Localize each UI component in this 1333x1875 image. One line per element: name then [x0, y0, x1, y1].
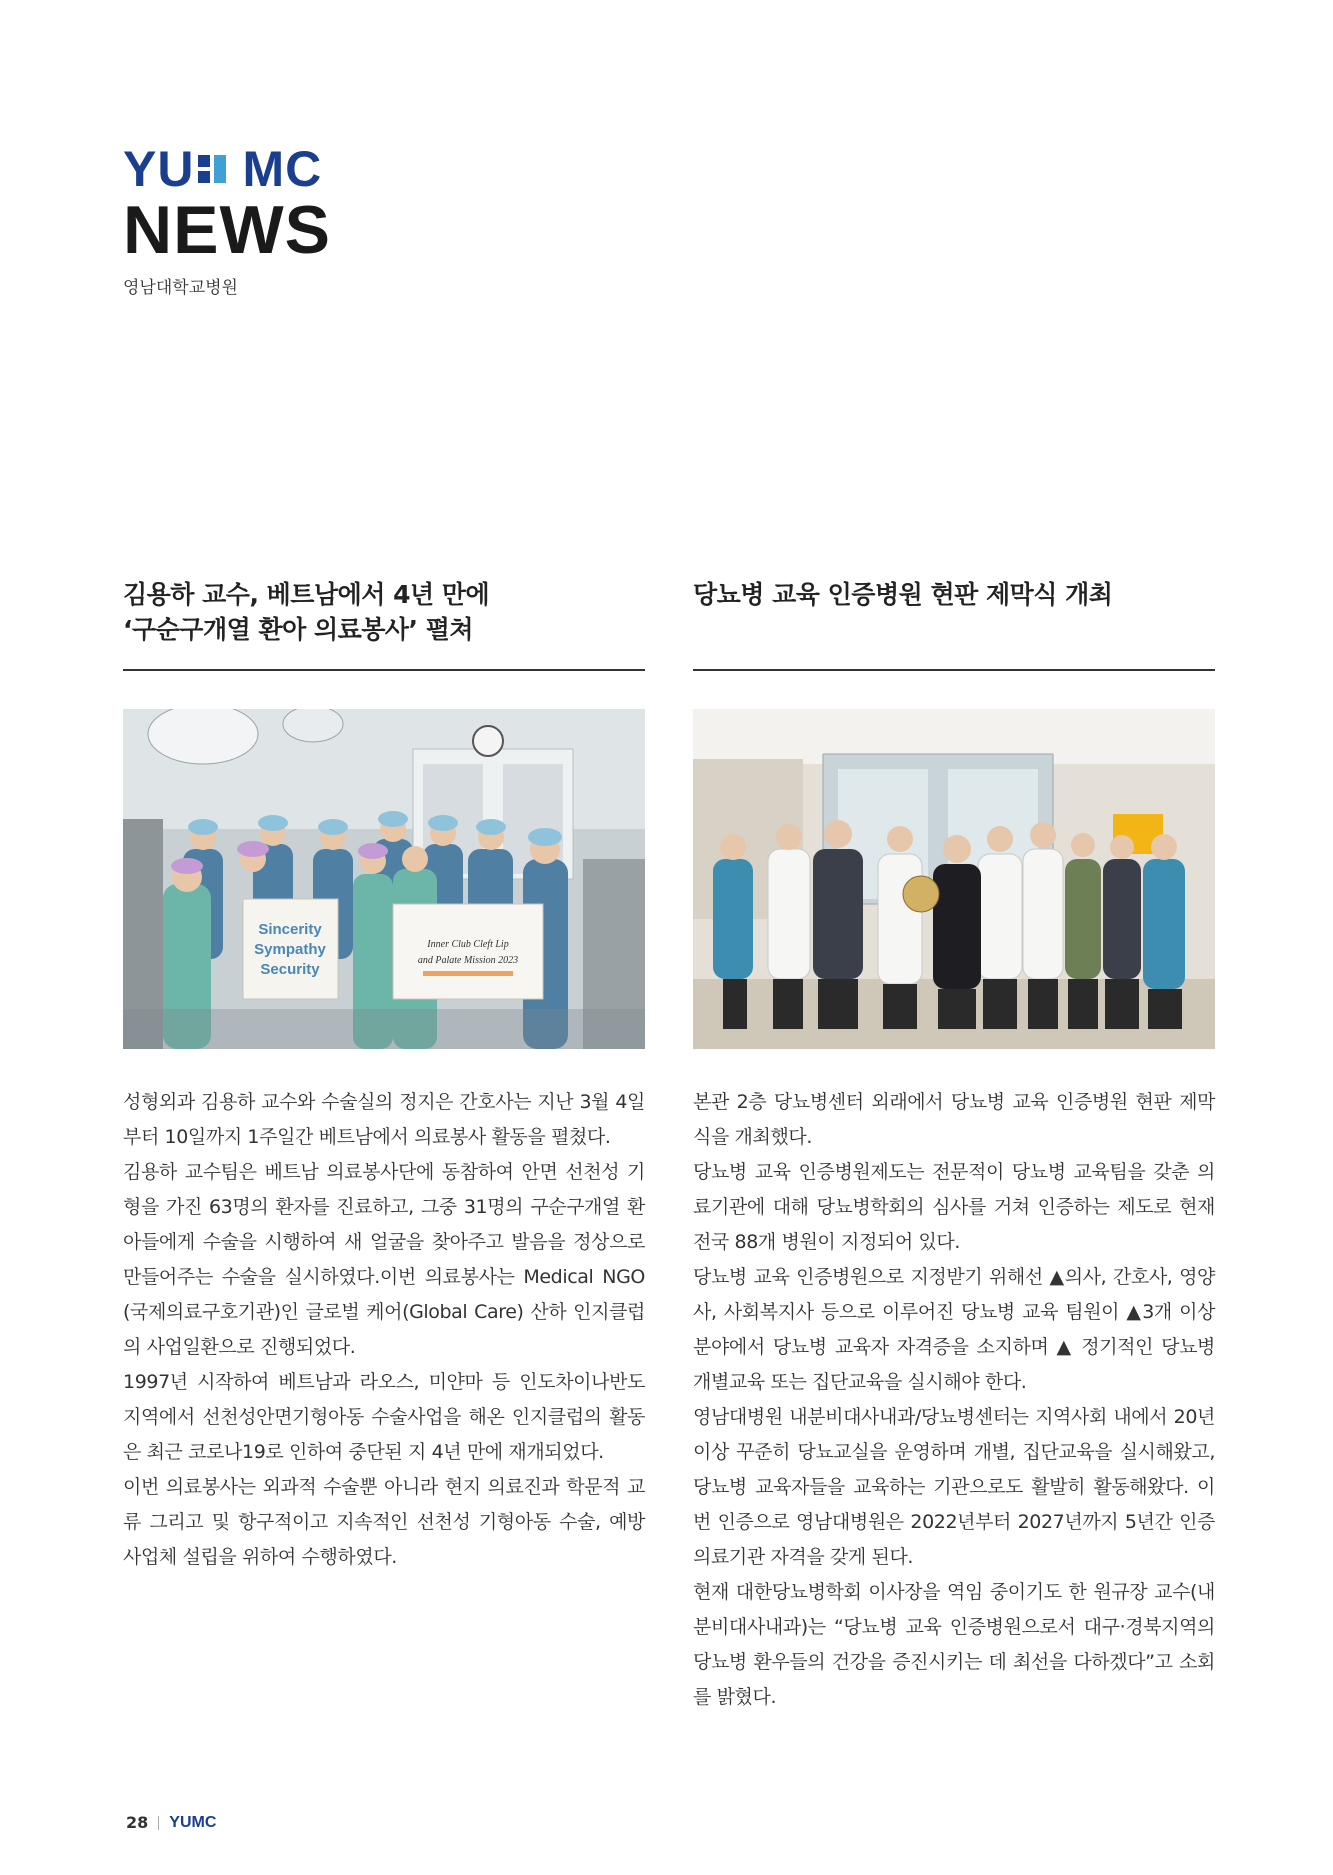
divider: [693, 669, 1215, 671]
yumc-logo: [123, 141, 331, 197]
paragraph: 현재 대한당뇨병학회 이사장을 역임 중이기도 한 원규장 교수(내분비대사내과)는 “당뇨병 교육 인증병원으로서 대구·경북지역의 당뇨병 환우들의 건강을 증진시키는 데 최선을 다하겠다”고 소회를 밝혔다.: [693, 1581, 1215, 1708]
article-diabetes: [693, 577, 1215, 1715]
banner-right-line2: and Palate Mission 2023: [417, 955, 519, 966]
article-volunteer: [123, 577, 645, 1575]
divider: [123, 669, 645, 671]
page-footer: [126, 1813, 216, 1832]
article-body: [123, 1085, 645, 1575]
banner-left-line3: Security: [260, 961, 320, 978]
footer-separator: [158, 1816, 159, 1830]
logo-mark-icon: [198, 149, 238, 189]
article-title-line2: ‘구순구개열 환아 의료봉사’ 펼쳐: [123, 615, 474, 644]
masthead: [123, 141, 331, 298]
article-body: [693, 1085, 1215, 1715]
paragraph: 당뇨병 교육 인증병원으로 지정받기 위해선 ▲의사, 간호사, 영양사, 사회복지사 등으로 이루어진 당뇨병 교육 팀원이 ▲3개 이상 분야에서 당뇨병 교육자 자격증을 소지하며 ▲ 정기적인 당뇨병 개별교육 또는 집단교육을 실시해야 한다.: [693, 1266, 1215, 1393]
paragraph: 이번 의료봉사는 외과적 수술뿐 아니라 현지 의료진과 학문적 교류 그리고 및 항구적이고 지속적인 선천성 기형아동 수술, 예방 사업체 설립을 위하여 수행하였다.: [123, 1476, 645, 1568]
page-number: 28: [126, 1813, 149, 1832]
paragraph: 1997년 시작하여 베트남과 라오스, 미얀마 등 인도차이나반도 지역에서 선천성안면기형아동 수술사업을 해온 인지클럽의 활동은 최근 코로나19로 인하여 중단된 지 4년 만에 재개되었다.: [123, 1371, 645, 1463]
banner-left-line1: Sincerity: [258, 921, 322, 938]
article-title: [693, 577, 1215, 669]
footer-logo: YUMC: [169, 1813, 217, 1831]
article-title-line1: 김용하 교수, 베트남에서 4년 만에: [123, 580, 490, 609]
article-title-line1: 당뇨병 교육 인증병원 현판 제막식 개최: [693, 580, 1113, 609]
news-heading: NEWS: [123, 192, 331, 268]
paragraph: 영남대병원 내분비대사내과/당뇨병센터는 지역사회 내에서 20년 이상 꾸준히 당뇨교실을 운영하며 개별, 집단교육을 실시해왔고, 당뇨병 교육자들을 교육하는 기관으로도 활발히 활동해왔다. 이번 인증으로 영남대병원은 2022년부터 2027년까지 5년간 인증 의료기관 자격을 갖게 된다.: [693, 1406, 1215, 1568]
article-title: [123, 577, 645, 669]
hospital-name: 영남대학교병원: [123, 278, 238, 298]
plaque-ceremony-photo: [693, 709, 1215, 1049]
paragraph: 성형외과 김용하 교수와 수술실의 정지은 간호사는 지난 3월 4일부터 10일까지 1주일간 베트남에서 의료봉사 활동을 펼쳤다.: [123, 1091, 645, 1148]
logo-text-left: YU: [123, 141, 195, 197]
surgery-team-photo: [123, 709, 645, 1049]
paragraph: 본관 2층 당뇨병센터 외래에서 당뇨병 교육 인증병원 현판 제막식을 개최했다.: [693, 1091, 1215, 1148]
paragraph: 당뇨병 교육 인증병원제도는 전문적이 당뇨병 교육팀을 갖춘 의료기관에 대해 당뇨병학회의 심사를 거쳐 인증하는 제도로 현재 전국 88개 병원이 지정되어 있다.: [693, 1161, 1215, 1253]
logo-text-right: MC: [242, 141, 323, 197]
banner-left-line2: Sympathy: [254, 941, 326, 958]
paragraph: 김용하 교수팀은 베트남 의료봉사단에 동참하여 안면 선천성 기형을 가진 63명의 환자를 진료하고, 그중 31명의 구순구개열 환아들에게 수술을 시행하여 새 얼굴을 찾아주고 발음을 정상으로 만들어주는 수술을 실시하였다.이번 의료봉사는 Medical NGO (국제의료구호기관)인 글로벌 케어(Global Care) 산하 인지클럽의 사업일환으로 진행되었다.: [123, 1161, 645, 1358]
banner-right-line1: Inner Club Cleft Lip: [427, 939, 509, 950]
